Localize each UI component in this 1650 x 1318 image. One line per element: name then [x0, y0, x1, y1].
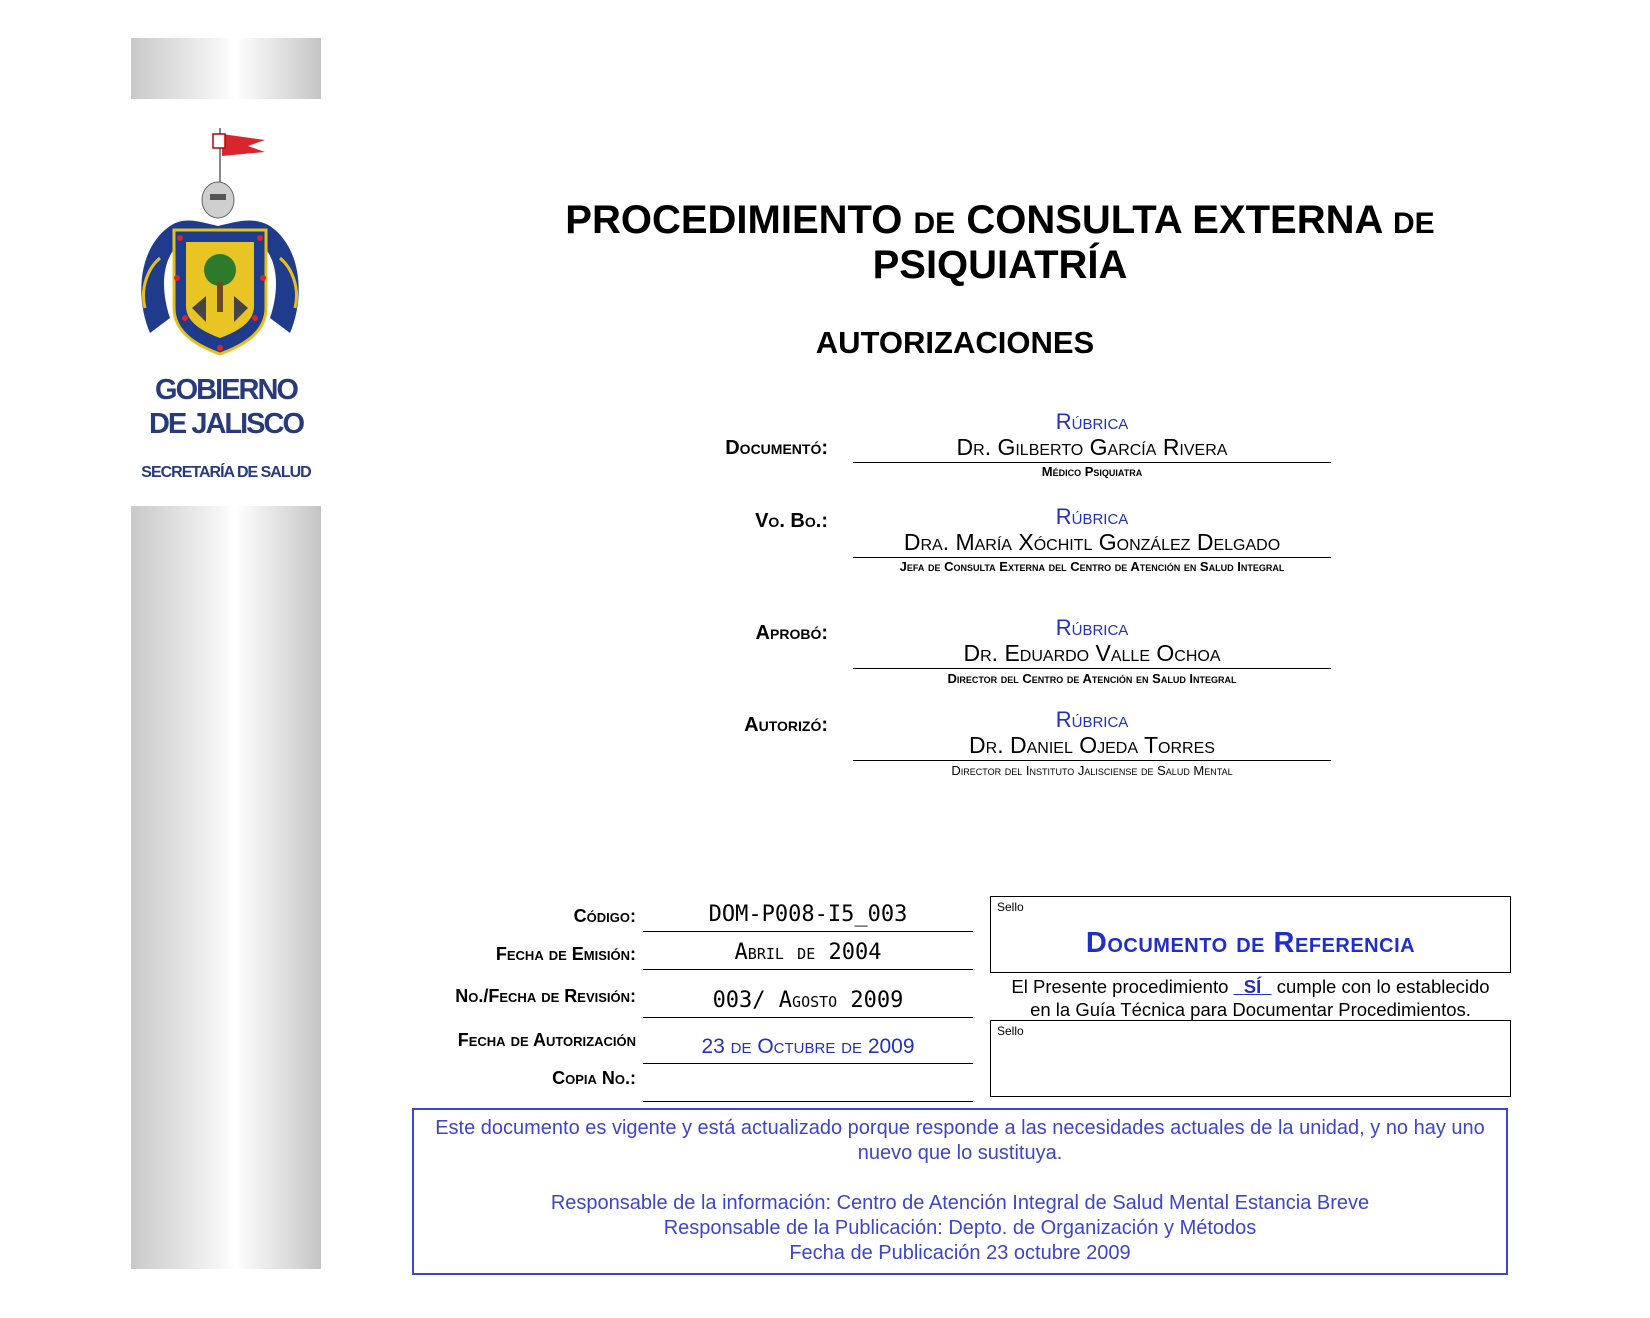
copia-label: Copia No.:	[552, 1068, 636, 1088]
section-title: AUTORIZACIONES	[815, 325, 1095, 360]
title-word-5: DE	[1393, 207, 1435, 240]
guide-text	[990, 975, 1511, 1021]
codigo-label: Código:	[573, 906, 636, 926]
title-word-6: PSIQUIATRÍA	[872, 243, 1128, 287]
sello-label-top: Sello	[997, 900, 1024, 914]
logo-line-2: DE JALISCO	[148, 408, 304, 440]
footer-line-2: Responsable de la información: Centro de Atención Integral de Salud Mental Estancia Breve	[550, 1192, 1370, 1214]
codigo-value: DOM-P008-I5_003	[643, 898, 973, 932]
auth-label-vobo: Vo. Bo.:	[755, 510, 828, 532]
fecha-autorizacion-value: 23 de Octubre de 2009	[643, 1030, 973, 1064]
auth-label-autorizo: Autorizó:	[744, 714, 828, 736]
rubrica-autorizo: Rúbrica	[1055, 707, 1129, 732]
footer-line-4: Fecha de Publicación 23 octubre 2009	[789, 1242, 1131, 1264]
signer-name-autorizo: Dr. Daniel Ojeda Torres	[853, 732, 1331, 761]
left-bar-bottom	[131, 506, 321, 1269]
guide-line-2: en la Guía Técnica para Documentar Procedimientos.	[1030, 999, 1471, 1020]
title-word-3: CONSULTA	[966, 198, 1182, 242]
documento-referencia: Documento de Referencia	[1085, 927, 1416, 959]
fecha-emision-value: Abril de 2004	[643, 936, 973, 970]
signer-role-aprobo: Director del Centro de Atención en Salud Integral	[947, 671, 1237, 686]
footer-line-1: Este documento es vigente y está actualizado porque responde a las necesidades actuales de la unidad, y no hay uno nuevo que lo sustituya.	[435, 1117, 1485, 1164]
logo-subtext: SECRETARÍA DE SALUD	[141, 464, 311, 481]
rubrica-vobo: Rúbrica	[1055, 504, 1129, 529]
guide-post: cumple con lo establecido	[1276, 976, 1490, 997]
revision-value: 003/ Agosto 2009	[643, 984, 973, 1018]
logo-line-1: GOBIERNO	[155, 374, 297, 406]
fecha-autorizacion-label: Fecha de Autorización	[457, 1030, 636, 1050]
title-word-1: PROCEDIMIENTO	[565, 198, 903, 242]
revision-label: No./Fecha de Revisión:	[455, 986, 636, 1006]
signer-name-vobo: Dra. María Xóchitl González Delgado	[853, 529, 1331, 558]
footer-line-3: Responsable de la Publicación: Depto. de Organización y Métodos	[663, 1217, 1257, 1239]
guide-si-text: SÍ	[1243, 976, 1262, 997]
rubrica-aprobo: Rúbrica	[1055, 615, 1129, 640]
rubrica-documento: Rúbrica	[1055, 409, 1129, 434]
signer-name-aprobo: Dr. Eduardo Valle Ochoa	[853, 640, 1331, 669]
jalisco-crest-logo	[130, 118, 310, 363]
guide-line-1	[990, 975, 1511, 998]
guide-si	[1234, 976, 1272, 997]
sello-box-bottom	[990, 1020, 1511, 1097]
guide-pre: El Presente procedimiento	[1011, 976, 1229, 997]
sello-box-top	[990, 896, 1511, 973]
title-word-2: DE	[913, 207, 956, 240]
logo-text	[131, 373, 321, 441]
left-bar-top	[131, 38, 321, 99]
signer-role-autorizo: Director del Instituto Jalisciense de Salud Mental	[951, 763, 1233, 778]
auth-label-aprobo: Aprobó:	[755, 622, 828, 644]
signer-role-vobo: Jefa de Consulta Externa del Centro de Atención en Salud Integral	[899, 559, 1285, 574]
signer-name-documento: Dr. Gilberto García Rivera	[853, 434, 1331, 463]
copia-value	[643, 1068, 973, 1102]
sello-label-bottom: Sello	[997, 1024, 1024, 1038]
auth-label-documento: Documentó:	[725, 437, 828, 459]
page-title	[440, 198, 1560, 288]
signer-role-documento: Médico Psiquiatra	[1041, 464, 1143, 479]
title-word-4: EXTERNA	[1192, 198, 1382, 242]
footer-notice	[412, 1108, 1508, 1275]
fecha-emision-label: Fecha de Emisión:	[495, 944, 636, 964]
